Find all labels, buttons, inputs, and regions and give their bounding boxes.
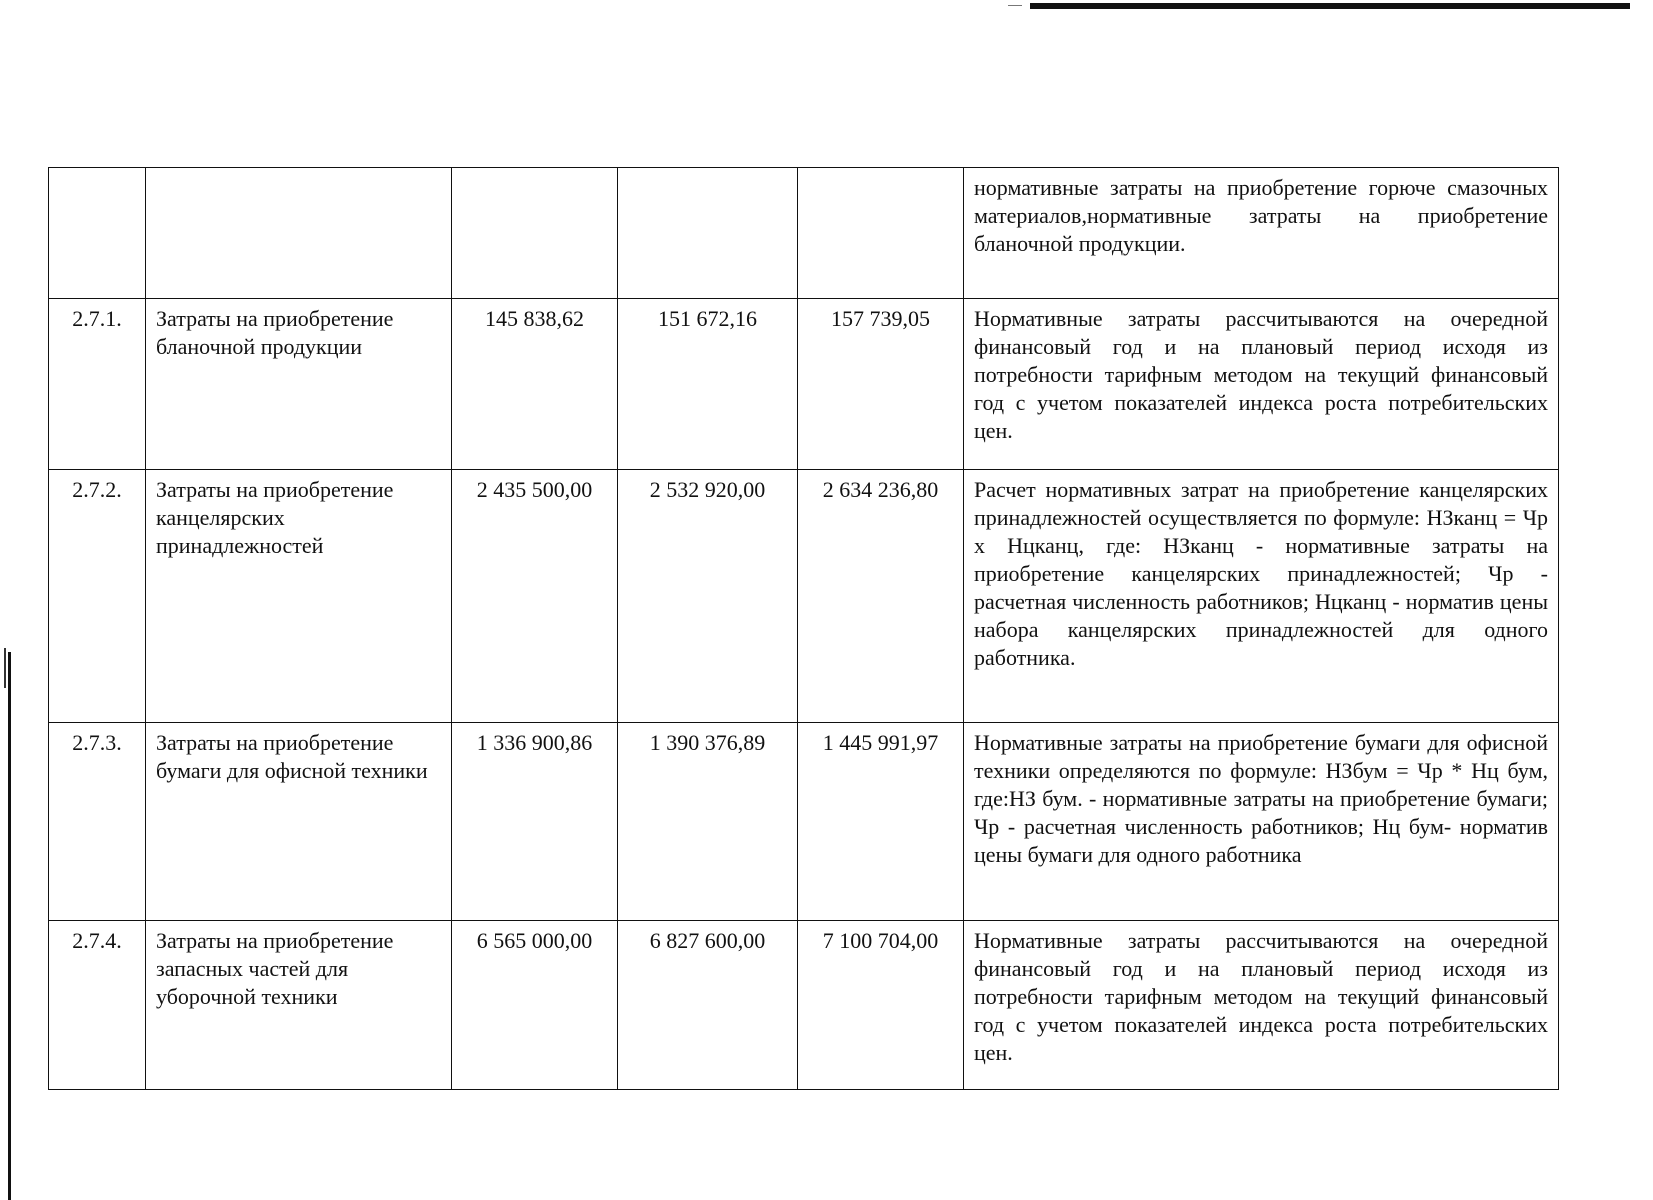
cell-value-empty xyxy=(798,168,964,299)
cell-description: Нормативные затраты рассчитываются на очередной финансовый год и на плановый период исходя из потребности тарифным методом на текущий финансовый год с учетом показателей индекса роста потребительских цен. xyxy=(964,921,1559,1090)
cell-item-number: 2.7.4. xyxy=(49,921,146,1090)
table-row xyxy=(49,723,1559,921)
cell-value-empty xyxy=(452,168,618,299)
cell-value-year-1: 1 336 900,86 xyxy=(452,723,618,921)
cell-value-year-2: 1 390 376,89 xyxy=(618,723,798,921)
table-row-continuation xyxy=(49,168,1559,299)
cell-item-name: Затраты на приобретение канцелярских принадлежностей xyxy=(146,470,452,723)
table-row xyxy=(49,299,1559,470)
cell-value-empty xyxy=(618,168,798,299)
cell-value-year-3: 157 739,05 xyxy=(798,299,964,470)
cell-value-year-3: 1 445 991,97 xyxy=(798,723,964,921)
cell-value-year-3: 7 100 704,00 xyxy=(798,921,964,1090)
table-row xyxy=(49,470,1559,723)
scan-artifact-tick xyxy=(4,648,6,688)
cell-description: Нормативные затраты на приобретение бумаги для офисной техники определяются по формуле: НЗбум = Чр * Нц бум, где:НЗ бум. - нормативные затраты на приобретение бумаги; Чр - расчетная численность работников; Нц бум- норматив цены бумаги для одного работника xyxy=(964,723,1559,921)
table-row xyxy=(49,921,1559,1090)
cell-item-number: 2.7.1. xyxy=(49,299,146,470)
cell-description: Нормативные затраты рассчитываются на очередной финансовый год и на плановый период исходя из потребности тарифным методом на текущий финансовый год с учетом показателей индекса роста потребительских цен. xyxy=(964,299,1559,470)
cell-item-number: 2.7.2. xyxy=(49,470,146,723)
cell-value-year-3: 2 634 236,80 xyxy=(798,470,964,723)
cell-num-empty xyxy=(49,168,146,299)
cost-norms-table xyxy=(48,167,1559,1090)
cell-value-year-1: 2 435 500,00 xyxy=(452,470,618,723)
cell-item-name: Затраты на приобретение бланочной продукции xyxy=(146,299,452,470)
cell-value-year-1: 145 838,62 xyxy=(452,299,618,470)
scan-artifact-line xyxy=(1008,5,1022,6)
scan-artifact-edge xyxy=(8,652,11,1200)
cell-value-year-2: 6 827 600,00 xyxy=(618,921,798,1090)
scan-artifact-bar xyxy=(1030,3,1630,9)
cell-item-number: 2.7.3. xyxy=(49,723,146,921)
cell-name-empty xyxy=(146,168,452,299)
cell-item-name: Затраты на приобретение запасных частей для уборочной техники xyxy=(146,921,452,1090)
cell-description: Расчет нормативных затрат на приобретение канцелярских принадлежностей осуществляется по формуле: НЗканц = Чр х Нцканц, где: НЗканц - нормативные затраты на приобретение канцелярских принадлежностей; Чр - расчетная численность работников; Нцканц - норматив цены набора канцелярских принадлежностей для одного работника. xyxy=(964,470,1559,723)
cell-value-year-2: 151 672,16 xyxy=(618,299,798,470)
cell-value-year-2: 2 532 920,00 xyxy=(618,470,798,723)
cell-value-year-1: 6 565 000,00 xyxy=(452,921,618,1090)
cell-item-name: Затраты на приобретение бумаги для офисной техники xyxy=(146,723,452,921)
cell-description: нормативные затраты на приобретение горюче смазочных материалов,нормативные затраты на приобретение бланочной продукции. xyxy=(964,168,1559,299)
